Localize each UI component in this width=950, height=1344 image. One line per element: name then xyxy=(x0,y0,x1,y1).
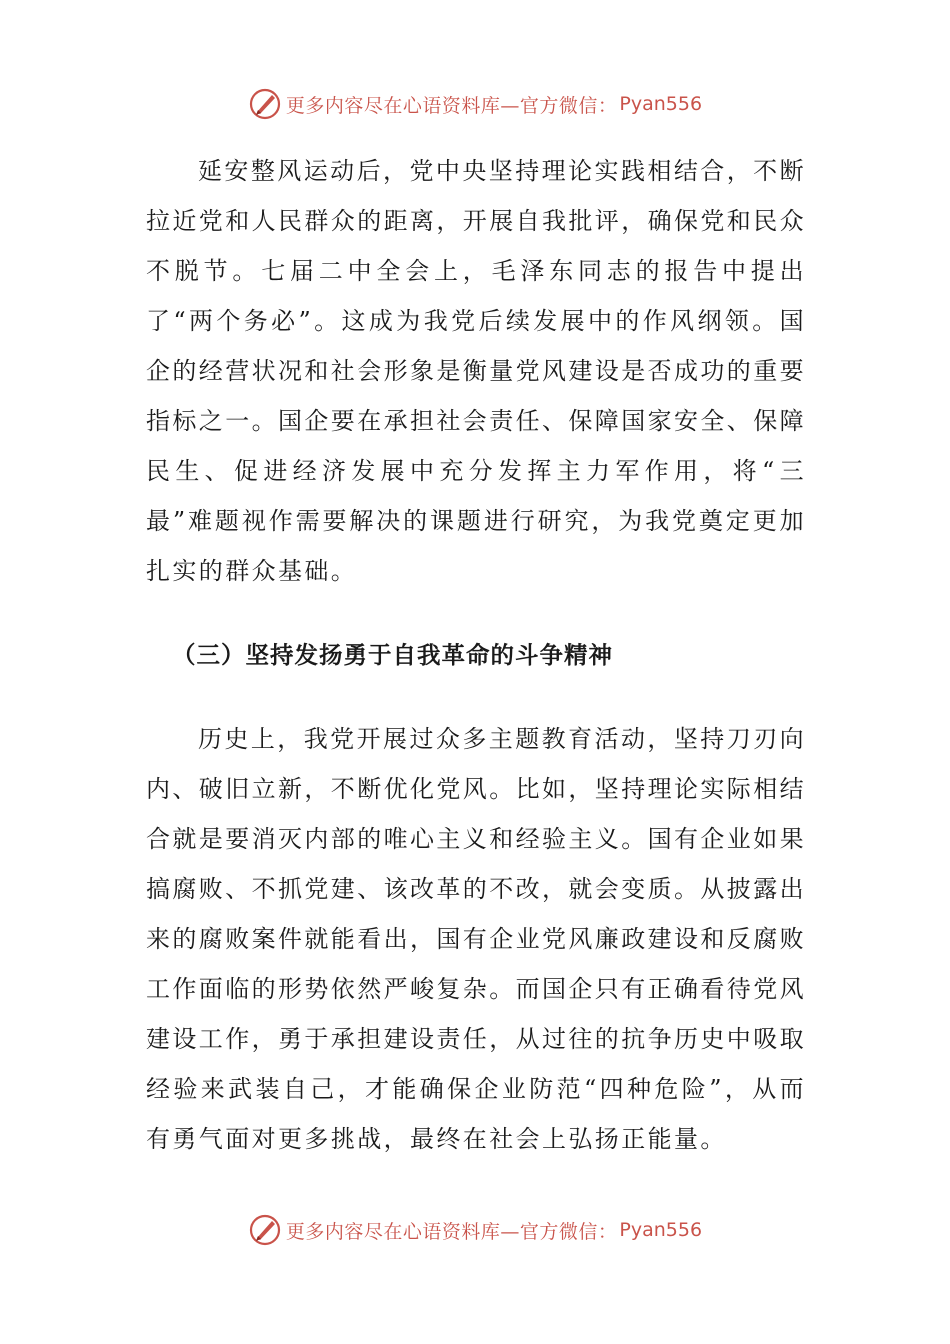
pen-seal-logo-icon xyxy=(248,1213,282,1247)
banner-text: 更多内容尽在心语资料库—官方微信： xyxy=(285,1220,618,1243)
document-body xyxy=(146,146,806,1164)
header-watermark-banner xyxy=(0,84,950,124)
paragraph-1: 延安整风运动后，党中央坚持理论实践相结合，不断拉近党和人民群众的距离，开展自我批评，确保党和民众不脱节。七届二中全会上，毛泽东同志的报告中提出了“两个务必”。这成为我党后续发展中的作风纲领。国企的经营状况和社会形象是衡量党风建设是否成功的重要指标之一。国企要在承担社会责任、保障国家安全、保障民生、促进经济发展中充分发挥主力军作用，将“三最”难题视作需要解决的课题进行研究，为我党奠定更加扎实的群众基础。 xyxy=(146,157,806,585)
footer-watermark-banner xyxy=(0,1210,950,1250)
pen-seal-logo-icon xyxy=(248,87,282,121)
banner-handle: Pyan556 xyxy=(619,1219,703,1241)
banner-handle: Pyan556 xyxy=(619,93,703,115)
banner-text: 更多内容尽在心语资料库—官方微信： xyxy=(285,94,618,117)
paragraph-2: 历史上，我党开展过众多主题教育活动，坚持刀刃向内、破旧立新，不断优化党风。比如，坚持理论实际相结合就是要消灭内部的唯心主义和经验主义。国有企业如果搞腐败、不抓党建、该改革的不改，就会变质。从披露出来的腐败案件就能看出，国有企业党风廉政建设和反腐败工作面临的形势依然严峻复杂。而国企只有正确看待党风建设工作，勇于承担建设责任，从过往的抗争历史中吸取经验来武装自己，才能确保企业防范“四种危险”，从而有勇气面对更多挑战，最终在社会上弘扬正能量。 xyxy=(146,725,806,1153)
section-heading: （三）坚持发扬勇于自我革命的斗争精神 xyxy=(172,641,613,669)
